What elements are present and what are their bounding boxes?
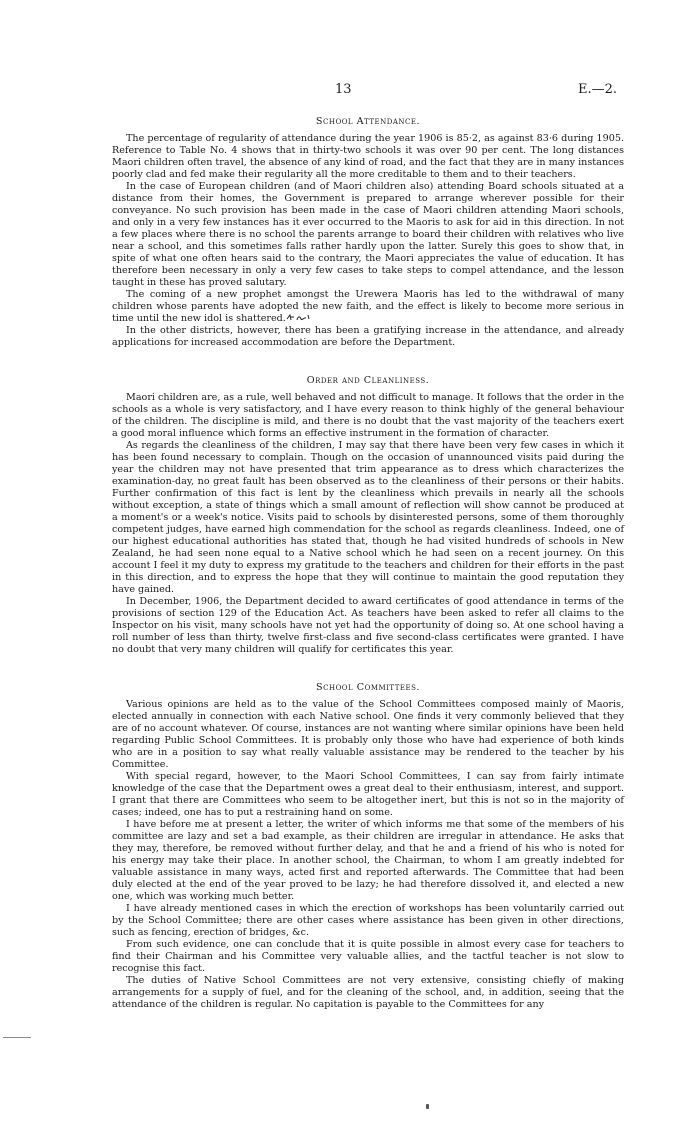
paragraph: Maori children are, as a rule, well behaved and not difficult to manage. It follows that the order in the schools as a whole is very satisfactory, and I have every reason to think highly of the general behaviour of the children. The discipline is mild, and there is no doubt that the vast majority of the teachers exert a good moral influence which forms an effective instrument in the formation of character. [112,392,624,439]
paragraph [112,289,624,325]
paragraph: The percentage of regularity of attendance during the year 1906 is 85·2, as against 83·6 during 1905. Reference to Table No. 4 shows that in thirty-two schools it was over 90 per cent. The long distances Maori children often travel, the absence of any kind of road, and the fact that they are in many instances poorly clad and fed make their regularity all the more creditable to them and to their teachers. [112,133,624,180]
paragraph: I have before me at present a letter, the writer of which informs me that some of the members of his committee are lazy and set a bad example, as their children are irregular in attendance. He asks that they may, therefore, be removed without further delay, and that he and a friend of his who is noted for his energy may take their place. In another school, the Chairman, to whom I am greatly indebted for valuable assistance in many ways, acted first and reported afterwards. The Committee that had been duly elected at the end of the year proved to be lazy; he had therefore dissolved it, and elected a new one, which was working much better. [112,819,624,902]
report-code: E.—2. [578,82,618,97]
section-title: Order and Cleanliness. [306,375,430,386]
paragraph: From such evidence, one can conclude that it is quite possible in almost every case for teachers to find their Chairman and his Committee very valuable allies, and the tactful teacher is not slow to recognise this fact. [112,939,624,974]
section-school-committees [112,682,624,1011]
section-school-attendance [112,116,624,349]
section-title: School Committees. [316,682,420,693]
paragraph: In the case of European children (and of Maori children also) attending Board schools situated at a distance from their homes, the Government is prepared to arrange wherever possible for their conveyance. No such provision has been made in the case of Maori children attending Maori schools, and only in a very few instances has it ever occurred to the Maoris to ask for aid in this direction. In not a few places where there is no school the parents arrange to board their children with relatives who live near a school, and this sometimes falls rather hardly upon the latter. Surely this goes to show that, in spite of what one often hears said to the contrary, the Maori appreciates the value of education. It has therefore been necessary in only a very few cases to take steps to compel attendance, and the lesson taught in these has proved salutary. [112,181,624,288]
paragraph: In the other districts, however, there has been a gratifying increase in the attendance, and already applications for increased accommodation are before the Department. [112,325,624,348]
paragraph: With special regard, however, to the Maori School Committees, I can say from fairly intimate knowledge of the case that the Department owes a great deal to their enthusiasm, interest, and support. I grant that there are Committees who seem to be altogether inert, but this is not so in the majority of cases; indeed, one has to put a restraining hand on some. [112,771,624,818]
margin-rule [3,1037,31,1038]
paragraph: The duties of Native School Committees are not very extensive, consisting chiefly of making arrangements for a supply of fuel, and for the cleaning of the school, and, in addition, seeing that the attendance of the children is regular. No capitation is payable to the Committees for any [112,975,624,1010]
section-title: School Attendance. [315,116,421,127]
section-order-and-cleanliness [112,375,624,656]
paragraph: In December, 1906, the Department decided to award certificates of good attendance in terms of the provisions of section 129 of the Education Act. As teachers have been asked to refer all claims to the Inspector on his visit, many schools have not yet had the opportunity of doing so. At one school having a roll number of less than thirty, twelve first-class and five second-class certificates were granted. I have no doubt that very many children will qualify for certificates this year. [112,596,624,655]
page-number: 13 [335,82,352,97]
document-body [112,112,624,1011]
paragraph-text: The coming of a new prophet amongst the Urewera Maoris has led to the withdrawal of many children whose parents have adopted the new faith, and the effect is likely to become more serious in time until the new idol is shattered. [112,289,624,324]
paragraph: Various opinions are held as to the value of the School Committees composed mainly of Maoris, elected annually in connection with each Native school. One finds it very commonly believed that they are of no account whatever. Of course, instances are not wanting where similar opinions have been held regarding Public School Committees. It is probably only those who have had experience of both kinds who are in a position to say what really valuable assistance may be rendered to the teacher by his Committee. [112,699,624,770]
stray-ink-mark [426,1104,429,1109]
paragraph: I have already mentioned cases in which the erection of workshops has been voluntarily carried out by the School Committee; there are other cases where assistance has been given in other directions, such as fencing, erection of bridges, &c. [112,903,624,938]
handwritten-annotation-icon [286,313,312,322]
paragraph: As regards the cleanliness of the children, I may say that there have been very few cases in which it has been found necessary to complain. Though on the occasion of unannounced visits paid during the year the children may not have presented that trim appearance as to dress which characterizes the examination-day, no great fault has been observed as to the cleanliness of their persons or their habits. Further confirmation of this fact is lent by the cleanliness which prevails in nearly all the schools without exception, a state of things which a small amount of reflection will show cannot be produced at a moment's or a week's notice. Visits paid to schools by disinterested persons, some of them thoroughly competent judges, have earned high commendation for the school as regards cleanliness. Indeed, one of our highest educational authorities has stated that, though he had visited hundreds of schools in New Zealand, he had seen none equal to a Native school which he had seen on a recent journey. On this account I feel it my duty to express my gratitude to the teachers and children for their efforts in the past in this direction, and to express the hope that they will continue to maintain the good reputation they have gained. [112,440,624,595]
